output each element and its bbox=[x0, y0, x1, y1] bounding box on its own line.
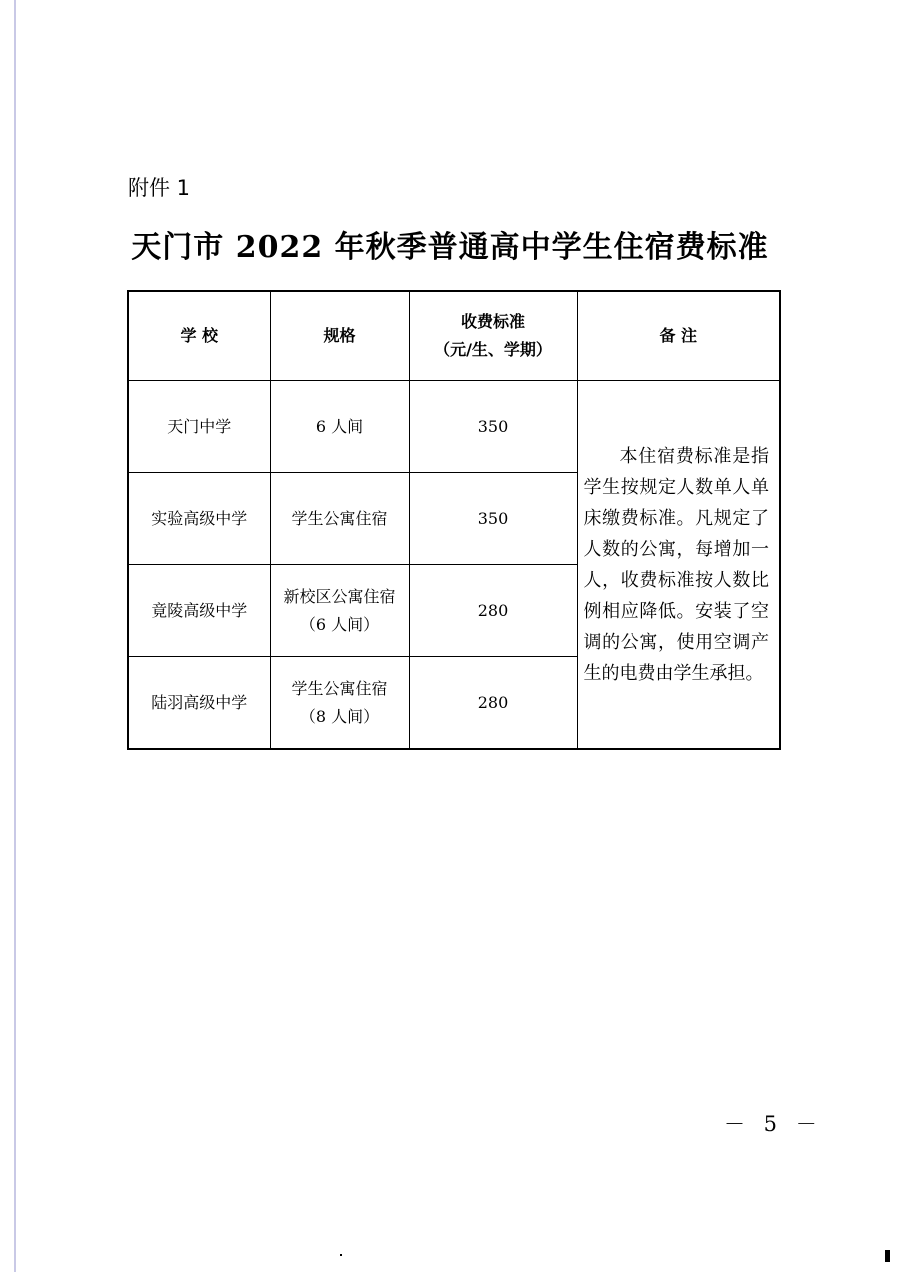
attachment-label: 附件 1 bbox=[128, 176, 191, 200]
cell-spec-line1: 学生公寓住宿 bbox=[291, 508, 388, 528]
header-fee-line2: （元/生、学期） bbox=[434, 340, 552, 359]
header-fee-line1: 收费标准 bbox=[460, 312, 525, 331]
header-remark: 备 注 bbox=[577, 291, 780, 381]
cell-fee: 280 bbox=[409, 657, 577, 750]
page-number: － 5 － bbox=[724, 1112, 823, 1136]
fee-standard-table bbox=[127, 290, 781, 750]
document-title: 天门市 2022 年秋季普通高中学生住宿费标准 bbox=[131, 230, 769, 265]
cell-fee: 280 bbox=[409, 565, 577, 657]
cell-school: 竟陵高级中学 bbox=[128, 565, 270, 657]
cell-spec-line1: 新校区公寓住宿 bbox=[283, 586, 396, 606]
cell-fee: 350 bbox=[409, 473, 577, 565]
cell-spec bbox=[270, 381, 409, 473]
remark-text: 本住宿费标准是指学生按规定人数单人单床缴费标准。凡规定了人数的公寓，每增加一人，收费标准按人数比例相应降低。安装了空调的公寓，使用空调产生的电费由学生承担。 bbox=[583, 445, 769, 684]
scan-edge-line bbox=[14, 0, 16, 1272]
table-header-row bbox=[128, 291, 780, 381]
cell-school: 实验高级中学 bbox=[128, 473, 270, 565]
table-row bbox=[128, 381, 780, 473]
cell-spec-line1: 6 人间 bbox=[315, 416, 364, 436]
cell-school: 陆羽高级中学 bbox=[128, 657, 270, 750]
header-school: 学 校 bbox=[128, 291, 270, 381]
cell-spec-line2: （6 人间） bbox=[299, 614, 380, 634]
cell-fee: 350 bbox=[409, 381, 577, 473]
header-spec: 规格 bbox=[270, 291, 409, 381]
cell-spec-line1: 学生公寓住宿 bbox=[291, 678, 388, 698]
header-fee bbox=[409, 291, 577, 381]
cell-spec bbox=[270, 473, 409, 565]
cell-school: 天门中学 bbox=[128, 381, 270, 473]
cell-spec bbox=[270, 565, 409, 657]
scan-speck bbox=[340, 1254, 342, 1256]
cell-remark bbox=[577, 381, 780, 750]
cell-spec-line2: （8 人间） bbox=[299, 706, 380, 726]
cell-spec bbox=[270, 657, 409, 750]
scan-speck bbox=[885, 1250, 890, 1262]
